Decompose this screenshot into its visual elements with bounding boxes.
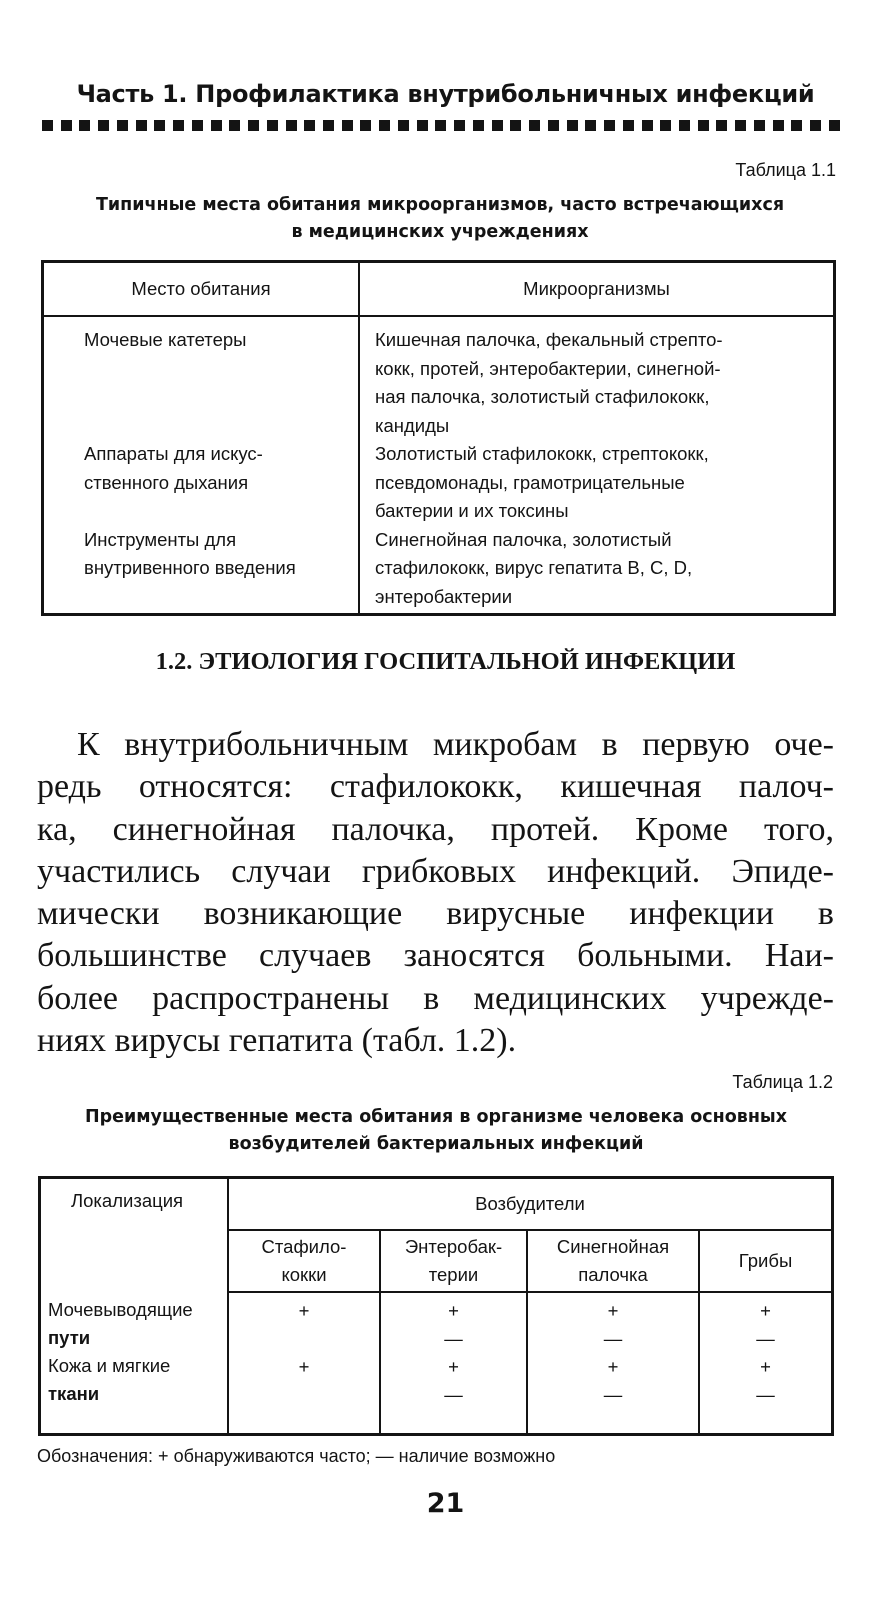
table2-localization-line: Мочевыводящие xyxy=(48,1299,193,1320)
mark: + xyxy=(607,1356,619,1377)
mark: + xyxy=(448,1300,459,1321)
mark: — xyxy=(603,1384,623,1405)
table1-organisms-line: энтеробактерии xyxy=(375,585,513,607)
legend-note: Обозначения: + обнаруживаются часто; — наличие возможно xyxy=(37,1446,556,1466)
mark: — xyxy=(444,1384,463,1405)
rule-dash xyxy=(716,120,727,131)
running-header: Часть 1. Профилактика внутрибольничных инфекций xyxy=(76,80,815,108)
rule-dash xyxy=(379,120,390,131)
rule-dash xyxy=(623,120,634,131)
table2-marks-pseudomonas xyxy=(527,1292,699,1435)
rule-dash xyxy=(98,120,109,131)
table2-marks-staphylococci xyxy=(228,1292,380,1435)
table2-title-line: возбудителей бактериальных инфекций xyxy=(228,1134,644,1154)
table1-place-line: внутривенного введения xyxy=(84,557,296,578)
rule-dash xyxy=(173,120,184,131)
table1-organisms-line: псевдомонады, грамотрицательные xyxy=(375,471,685,493)
table1-title xyxy=(40,192,840,246)
mark: + xyxy=(607,1300,619,1321)
table-row xyxy=(43,440,835,526)
table1 xyxy=(41,260,836,616)
mark: + xyxy=(760,1300,771,1321)
section-heading: 1.2. ЭТИОЛОГИЯ ГОСПИТАЛЬНОЙ ИНФЕКЦИИ xyxy=(155,648,736,675)
body-line: большинстве случаев заносятся больными. Наи- xyxy=(37,937,834,975)
page-number: 21 xyxy=(426,1488,465,1519)
rule-dash xyxy=(229,120,240,131)
rule-dash xyxy=(42,120,53,131)
table1-organisms-line: Синегнойная палочка, золотистый xyxy=(375,528,672,550)
table1-place-line: Аппараты для искус- xyxy=(84,443,263,464)
body-line: участились случаи грибковых инфекций. Эпиде- xyxy=(37,852,834,890)
body-line: мически возникающие вирусные инфекции в xyxy=(37,895,834,933)
rule-dash xyxy=(192,120,203,131)
rule-dash xyxy=(136,120,147,131)
mark: — xyxy=(756,1384,775,1405)
rule-dash xyxy=(548,120,559,131)
table2-header-localization: Локализация xyxy=(40,1178,229,1293)
rule-dash xyxy=(360,120,371,131)
rule-dash xyxy=(398,120,409,131)
mark: — xyxy=(603,1328,623,1349)
table1-header-place: Место обитания xyxy=(43,262,360,317)
rule-dash xyxy=(660,120,671,131)
table1-header-organisms: Микроорганизмы xyxy=(359,262,835,317)
table2-localization-line: пути xyxy=(48,1327,91,1348)
table2-marks-fungi xyxy=(699,1292,833,1435)
table1-organisms-line: бактерии и их токсины xyxy=(375,500,569,521)
table1-place-line: Инструменты для xyxy=(84,528,237,550)
rule-dash xyxy=(529,120,540,131)
rule-dash xyxy=(585,120,596,131)
table2-subheader: Синегнойная палочка xyxy=(527,1230,699,1292)
table2-subheader: Грибы xyxy=(699,1230,833,1292)
rule-dash xyxy=(473,120,484,131)
rule-dash xyxy=(286,120,297,131)
body-line: редь относятся: стафилококк, кишечная палоч- xyxy=(37,768,834,806)
rule-dash xyxy=(829,120,840,131)
mark: — xyxy=(756,1328,775,1349)
rule-dash xyxy=(642,120,653,131)
rule-dash xyxy=(417,120,428,131)
dashed-rule xyxy=(42,120,840,132)
rule-dash xyxy=(454,120,465,131)
table2-localization-cell xyxy=(40,1292,229,1435)
table1-place-line: Мочевые катетеры xyxy=(84,329,247,350)
rule-dash xyxy=(435,120,446,131)
rule-dash xyxy=(567,120,578,131)
table-row xyxy=(40,1292,833,1435)
rule-dash xyxy=(79,120,90,131)
mark xyxy=(229,1325,379,1353)
table2-title xyxy=(38,1104,834,1158)
mark xyxy=(229,1381,379,1409)
table2-subheader: Энтеробак- терии xyxy=(380,1230,527,1292)
body-line: ниях вирусы гепатита (табл. 1.2). xyxy=(37,1022,517,1060)
table2 xyxy=(38,1176,834,1436)
rule-dash xyxy=(791,120,802,131)
table2-localization-line: ткани xyxy=(48,1383,100,1404)
table-row xyxy=(43,316,835,440)
rule-dash xyxy=(679,120,690,131)
mark: + xyxy=(760,1356,771,1377)
rule-dash xyxy=(698,120,709,131)
body-paragraph xyxy=(37,724,834,1062)
rule-dash xyxy=(323,120,334,131)
rule-dash xyxy=(773,120,784,131)
rule-dash xyxy=(248,120,259,131)
rule-dash xyxy=(492,120,503,131)
table2-caption: Таблица 1.2 xyxy=(732,1072,833,1092)
table2-header-pathogens: Возбудители xyxy=(228,1178,833,1231)
mark: + xyxy=(448,1356,459,1377)
mark: + xyxy=(298,1356,310,1377)
mark: — xyxy=(444,1328,463,1349)
rule-dash xyxy=(754,120,765,131)
rule-dash xyxy=(304,120,315,131)
rule-dash xyxy=(735,120,746,131)
rule-dash xyxy=(510,120,521,131)
body-line: К внутрибольничным микробам в первую оче- xyxy=(77,726,834,763)
rule-dash xyxy=(267,120,278,131)
table1-organisms-line: кокк, протей, энтеробактерии, синегной- xyxy=(375,357,721,379)
rule-dash xyxy=(61,120,72,131)
table2-localization-line: Кожа и мягкие xyxy=(48,1355,171,1376)
rule-dash xyxy=(117,120,128,131)
rule-dash xyxy=(342,120,353,131)
table1-organisms-line: ная палочка, золотистый стафилококк, xyxy=(375,386,710,407)
table1-place-line: ственного дыхания xyxy=(84,471,249,493)
table-row xyxy=(43,526,835,615)
rule-dash xyxy=(211,120,222,131)
table1-title-line: Типичные места обитания микроорганизмов, часто встречающихся xyxy=(95,195,785,215)
table2-subheader: Стафило- кокки xyxy=(228,1230,380,1292)
body-line: более распространены в медицинских учрежде- xyxy=(37,979,834,1017)
table1-title-line: в медицинских учреждениях xyxy=(291,222,589,242)
body-line: ка, синегнойная палочка, протей. Кроме того, xyxy=(37,810,834,848)
table2-marks-enterobacteria xyxy=(380,1292,527,1435)
table1-organisms-line: Кишечная палочка, фекальный стрепто- xyxy=(375,329,723,350)
table1-organisms-line: Золотистый стафилококк, стрептококк, xyxy=(375,443,709,464)
rule-dash xyxy=(604,120,615,131)
table2-title-line: Преимущественные места обитания в организме человека основных xyxy=(84,1107,788,1127)
mark: + xyxy=(298,1300,310,1321)
table1-caption: Таблица 1.1 xyxy=(735,160,836,180)
rule-dash xyxy=(154,120,165,131)
rule-dash xyxy=(810,120,821,131)
table1-organisms-line: стафилококк, вирус гепатита B, C, D, xyxy=(375,557,693,578)
table1-organisms-line: кандиды xyxy=(375,414,450,436)
